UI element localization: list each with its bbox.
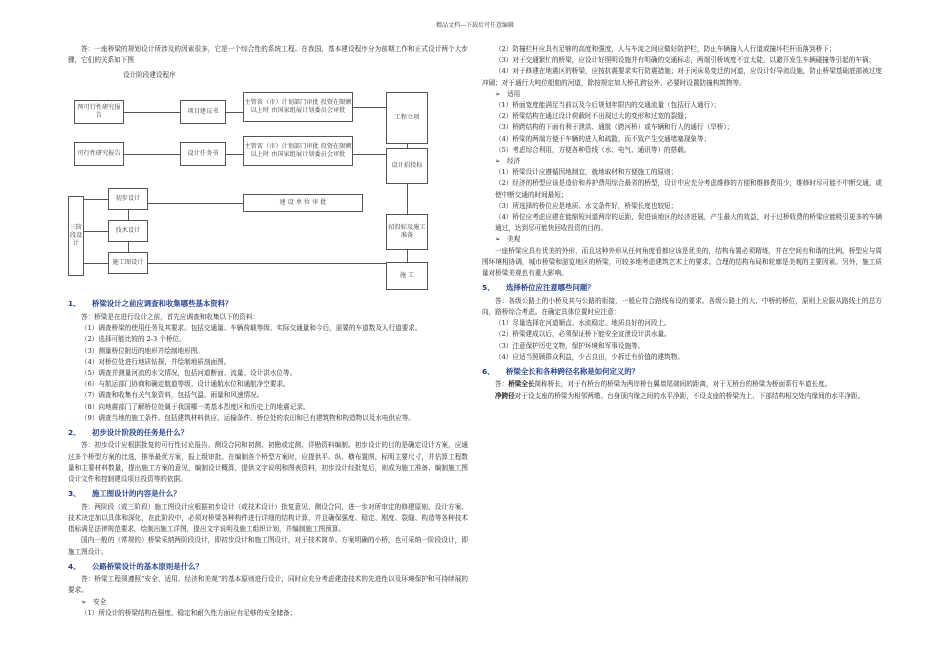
safety-item: （4）对于修建在地震区的桥梁，应按抗震要求实行防震措施；对于河床易变迁的河道，应设计好导流设施，防止桥梁基础底部被过度冲刷；对于通行大吨位船舶的河道，除按规定加大桥孔跨径外，必要时设置防撞构筑物等。 <box>482 67 882 87</box>
diagram-box-construction-drawing: 施工图设计 <box>108 252 148 274</box>
diagram-connector <box>353 107 386 108</box>
diagram-connector <box>407 250 408 262</box>
applicable-item: （1）桥面宽度能满足当前以及今后规划年限内的交通流量（包括行人通行）； <box>495 101 721 110</box>
q1-item: （5）调查并测量河流的水文情况，包括河道断面、流量、设计洪水位等。 <box>81 368 297 377</box>
question-3-answer: 答：两阶段（或三阶段）施工图设计应根据初步设计（或技术设计）批复意见、测设合同，进一步对所审定的修建原则、设计方案、技术决定加以具体和深化，在此阶段中，必须对桥梁各种构件进行详细的结构计算，并且确保强度、稳定、刚度、裂缝、构造等各种技术指标满足法律规范要求，绘制出施工详图，提出文字说明及施工组织计划，并编制施工图预算。 <box>68 502 468 534</box>
q1-item: （7）调查和收集有关气象资料，包括气温、雨量和风速情况。 <box>81 391 264 400</box>
right-column <box>482 44 882 402</box>
diagram-box-design-brief: 设计任务书 <box>180 142 226 166</box>
diagram-box-three-stage: 三阶段设计 <box>68 196 84 276</box>
q5-item: （3）注意保护历史文物，保护环境和军事设施等。 <box>495 341 645 350</box>
diagram-connector <box>84 199 108 200</box>
page-header: 精品文档---下载后可任意编辑 <box>435 22 515 29</box>
economic-item: （2）经济的桥型应该是造价和养护费用综合最省的桥型，设计中应充分考虑维修的方便和维修费用少，维修时尽可能不中断交通，或使中断交通的时间最短； <box>495 179 882 199</box>
intro-paragraph: 答：一座桥梁的规划设计所涉及的因素很多，它是一个综合性的系统工程。在我国，基本建设程序分为前期工作和正式设计两个大步骤，它们的关系如下图 <box>68 45 468 65</box>
q1-item: （1）调查桥梁的使用任务及其要求。包括交通量、车辆荷载等级、实际交通量和今后，需要的车道数及人行道要求。 <box>81 324 422 333</box>
economic-item: （1）桥梁设计应遵循因地制宜，就地取材和方便施工的原则； <box>495 168 678 177</box>
question-1-heading: 1、 桥梁设计之前应调查和收集哪些基本资料？ <box>68 299 233 309</box>
beauty-label: ➢ 美观 <box>482 234 882 245</box>
diagram-connector <box>407 184 408 214</box>
applicable-item: （5）考虑综合利用，方便各种管线（水、电气、通讯等）的搭载。 <box>495 145 691 154</box>
economic-item: （3）所选择的桥位应是地质、水文条件好，桥梁长度也较短； <box>495 201 678 210</box>
q1-item: （6）与航运部门协商和确定航道等级、设计通航水位和通航净空要求。 <box>81 380 290 389</box>
applicable-label: ➢ 适用 <box>482 89 882 100</box>
q1-item: （3）测量桥位附近的地形并绘制地形图。 <box>81 346 204 355</box>
diagram-connector <box>124 112 180 113</box>
economic-label: ➢ 经济 <box>482 156 882 167</box>
diagram-box-technical-design: 技术设计 <box>108 220 148 242</box>
diagram-title: 设计阶段建设程序 <box>123 71 176 80</box>
q5-item: （4）应适当照顾群众利益，少占良田，少拆迁有价值的建筑物。 <box>495 352 684 361</box>
question-5-answer: 答：各级公路上的小桥及其与公路的衔接，一般应符合路线布设的要求。各级公路上的大、中桥的桥位，原则上应服从路线上的总方向，路桥综合考虑。在确定具体位置时应注意： <box>482 296 882 316</box>
diagram-box-prefeasibility: 预可行性研究报告 <box>74 100 124 124</box>
q1-item: （4）对桥位处进行地质钻探，并绘制地质剖面图。 <box>81 357 231 366</box>
question-6-answer: 答：桥梁全长简称桥长，对于有桥台的桥梁为两岸桥台翼墙尾端间的距离，对于无桥台的桥梁为桥面系行车道长度。 <box>495 380 832 389</box>
diagram-connector <box>353 154 386 155</box>
arrow-bullet-icon: ➢ <box>81 597 87 606</box>
question-5-heading: 5、 选择桥位应注意哪些问题？ <box>482 283 595 293</box>
diagram-box-feasibility: 可行性研究报告 <box>74 142 124 166</box>
arrow-bullet-icon: ➢ <box>495 89 501 98</box>
economic-item: （4）桥位应考虑应建在能缩短河道两岸的运距，促进该地区的经济进展，产生最大的效益，对于过桥收费的桥梁应能吸引更多的车辆通过，达到尽可能快回收投资的目的。 <box>495 213 882 233</box>
diagram-connector <box>128 242 129 252</box>
q5-item: （1）尽量选择在河道顺直、水流稳定、地质良好的河段上。 <box>495 319 671 328</box>
q1-item: （9）调查当地的施工条件。包括建筑材料供应、运输条件、桥位处的农田和已有建筑物和构造物以及水电供应等。 <box>81 413 415 422</box>
diagram-box-approval-1: 主管省（市）计划部门审批 投资在限额以上时 由国家组展计划委员会审批 <box>243 92 353 122</box>
question-6-heading: 6、 桥梁全长和各种跨径名称是如何定义的？ <box>482 366 640 376</box>
diagram-connector <box>84 263 108 264</box>
diagram-box-design-bidding: 设计招投标 <box>386 148 428 184</box>
q1-item: （8）向地震部门了解桥位处属于我国哪一类基本烈度区和历史上的地震记录。 <box>81 402 310 411</box>
diagram-connector <box>407 144 408 148</box>
diagram-connector <box>148 203 243 204</box>
diagram-connector <box>84 231 108 232</box>
diagram-connector <box>124 154 180 155</box>
diagram-box-project-proposal: 项目建议书 <box>180 100 226 124</box>
diagram-connector <box>226 154 243 155</box>
question-4-heading: 4、 公路桥梁设计的基本原则是什么？ <box>68 561 203 571</box>
diagram-box-approval-2: 主管省（市）计划部门审批 投资在限额以上时 由国家组展计划委员会审批 <box>243 136 353 166</box>
safety-item: （3）对于交通繁忙的桥梁，应设计好照明设施并有明确的交通标志，两端引桥坡度不宜太陡，以避开发生车辆碰撞等引起的车祸； <box>495 56 876 65</box>
safety-item: （1）所设计的桥梁结构在强度、稳定和耐久性方面应有足够的安全储备； <box>81 608 297 617</box>
applicable-item: （3）桥跨结构的下面有利于泄洪、通航（跨河桥）或车辆和行人的通行（旱桥）； <box>495 123 734 132</box>
applicable-item: （2）桥梁结构在通过设计荷载时不出现过大的变形和过宽的裂缝； <box>495 112 691 121</box>
diagram-connector <box>128 210 129 220</box>
left-column <box>68 44 468 619</box>
term-bridge-length: 桥梁全长 <box>508 380 535 389</box>
arrow-bullet-icon: ➢ <box>495 157 501 166</box>
question-3-answer-2: 国内一般的（常规的）桥梁采纳两阶段设计，即初步设计和施工图设计，对于技术简单、方案明确的小桥，也可采纳一阶段设计，即施工图设计。 <box>68 536 468 556</box>
safety-label: ➢ 安全 <box>68 597 468 608</box>
diagram-box-construction: 施 工 <box>386 262 428 290</box>
diagram-box-project-initiation: 工程立项 <box>386 92 428 144</box>
safety-item: （2）防撞栏杆应具有足够的高度和强度，人与车流之间应做好防护栏，防止车辆撞入人行道或撞坏栏杆而落到桥下； <box>495 45 836 53</box>
beauty-text: 一座桥梁应具有优美的外形，而且这种外形从任何角度看都应该是优美的，结构布置必须精练，并在空间有和谐的比例。桥型应与周围环境相协调，城市桥梁和游览地区的桥梁，可较多地考虑建筑艺术上的要求。合理的结构布局和轮廓是美观的主要因素。另外，施工质量对桥梁美观也有重大影响。 <box>482 246 882 278</box>
question-1-answer: 答：桥梁是在进行设计之前，首先应调查和收集以下的资料： <box>81 312 260 321</box>
question-3-heading: 3、 施工图设计的内容是什么？ <box>68 489 181 499</box>
q5-item: （2）桥梁建成以后，必须保证桥下能安全宣泄设计洪水量。 <box>495 330 671 339</box>
diagram-box-preliminary-design: 初步设计 <box>108 188 148 210</box>
q1-item: （2）选择可能比较的 2-3 个桥位。 <box>81 335 186 344</box>
diagram-connector <box>226 112 243 113</box>
question-4-answer: 答：桥梁工程须遵照“安全、适用、经济和美观”的基本原则进行设计，同时应充分考虑建造技术的先进性以及环境保护和可持续展的要求。 <box>68 575 468 595</box>
question-6-clear-span: 净跨径对于设支座的桥梁为相邻两墩、台身顶内缘之间的水平净距，不设支座的桥梁为上、下部结构相交处内缘间的水平净距。 <box>495 391 865 400</box>
diagram-connector <box>148 263 386 264</box>
applicable-item: （4）桥梁的两端方便于车辆的进入和疏散，而不致产生交通堵塞现象等； <box>495 134 711 143</box>
question-2-answer: 答：初步设计应根据批复的可行性讨论报告、测设合同和初测、初勘或定测、详勘资料编制。初步设计的目的是确定设计方案，应通过多个桥型方案的比选，推举最优方案，报上级审批。在编制各个桥型方案时，应提供平、纵、横布置图，标明主要尺寸，并估算工程数量和主要材料数量，提出施工方案的意见，编制设计概算，提供文字说明和图表资料，初步设计经批复后，则成为施工准备、编制施工图设计文件和控制建设项目投资等的依据。 <box>68 441 468 484</box>
arrow-bullet-icon: ➢ <box>495 235 501 244</box>
design-stage-diagram <box>68 70 468 295</box>
term-clear-span: 净跨径 <box>495 391 515 400</box>
question-2-heading: 2、 初步设计阶段的任务是什么？ <box>68 427 189 437</box>
diagram-box-bidding-prep: 招投标及施工准备 <box>386 214 428 250</box>
diagram-box-owner-approval: 建 设 单 位 审 批 <box>243 194 363 212</box>
